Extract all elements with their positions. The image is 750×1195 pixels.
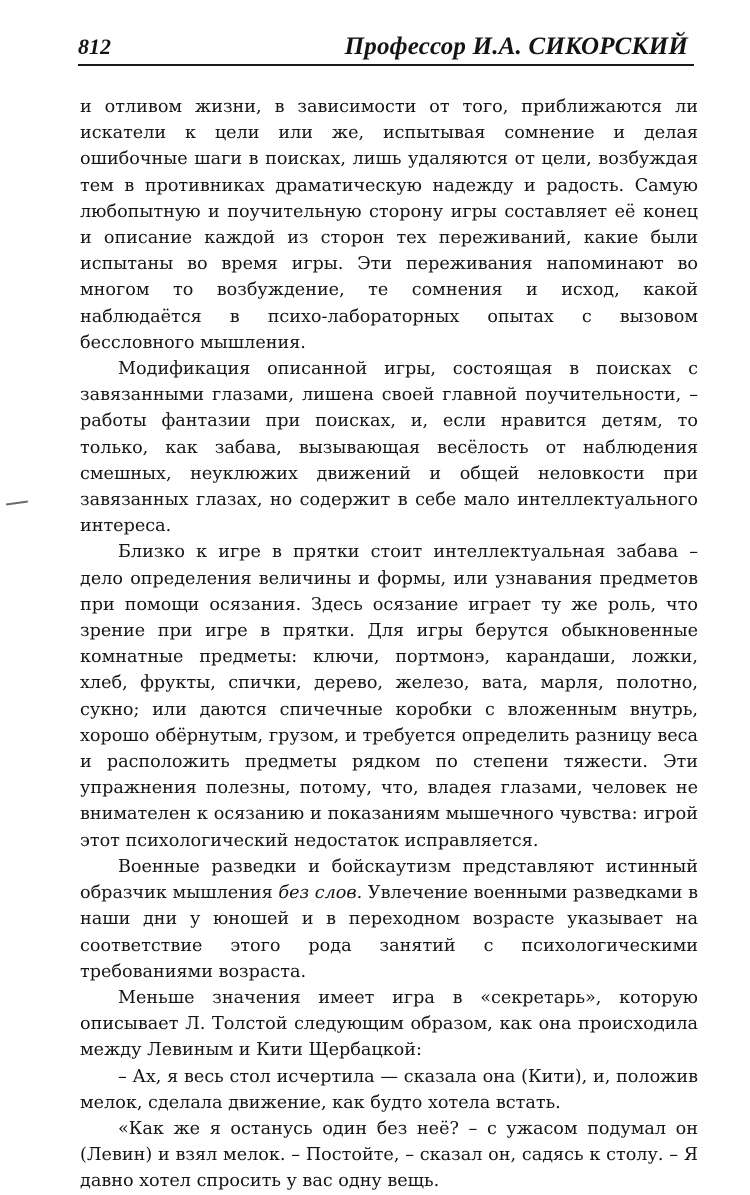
body-text — [80, 94, 698, 1195]
paragraph-1: и отливом жизни, в зависимости от того, приближаются ли искатели к цели или же, испытывая сомнение и делая ошибочные шаги в поисках, лишь удаляются от цели, возбуждая тем в противниках драматическую надежду и радость. Самую любопытную и поучительную сторону игры составляет её конец и описание каждой из сторон тех переживаний, какие были испытаны во время игры. Эти переживания напоминают во многом то возбуждение, те сомнения и исход, какой наблюдаётся в психо-лабораторных опытах с вызовом бессловного мышления. — [80, 97, 698, 353]
page-number: 812 — [78, 34, 111, 59]
emphasis-without-words: без слов. — [278, 883, 363, 904]
margin-pencil-mark — [6, 500, 28, 505]
paragraph-5: Меньше значения имеет игра в «секретарь», которую описывает Л. Толстой следующим образом, как она происходила между Левиным и Кити Щербацкой: — [80, 987, 698, 1061]
paragraph-4-rest: Увлечение военными разведками в наши дни у юношей и в переходном возрасте указывает на соответствие этого рода занятий с психологическими требованиями возраста. — [80, 883, 698, 982]
paragraph-3: Близко к игре в прятки стоит интеллектуальная забава – дело определения величины и формы, или узнавания предметов при помощи осязания. Здесь осязание играет ту же роль, что зрение при игре в прятки. Для игры берутся обыкновенные комнатные предметы: ключи, портмонэ, карандаши, ложки, хлеб, фрукты, спички, дерево, железо, вата, марля, полотно, сукно; или даются спичечные коробки с вложенным внутрь, хорошо обёрнутым, грузом, и требуется определить разницу веса и расположить предметы рядком по степени тяжести. Эти упражнения полезны, потому, что, владея глазами, человек не внимателен к осязанию и показаниям мышечного чувства: игрой этот психологический недостаток исправляется. — [80, 542, 698, 851]
running-head: Профессор И.А. СИКОРСКИЙ — [344, 33, 688, 60]
paragraph-2: Модификация описанной игры, состоящая в поисках с завязанными глазами, лишена своей главной поучительности, – работы фантазии при поисках, и, если нравится детям, то только, как забава, вызывающая весёлость от наблюдения смешных, неуклюжих движений и общей неловкости при завязанных глазах, но содержит в себе мало интеллектуального интереса. — [80, 359, 698, 537]
paragraph-4 — [80, 854, 698, 985]
paragraph-6: – Ах, я весь стол исчертила — сказала она (Кити), и, положив мелок, сделала движение, как будто хотела встать. — [80, 1066, 698, 1113]
paragraph-7: «Как же я останусь один без неё? – с ужасом подумал он (Левин) и взял мелок. – Постойте, – сказал он, садясь к столу. – Я давно хотел спросить у вас одну вещь. — [80, 1118, 698, 1192]
paragraph-4-lead: Военные разведки и бойскаутизм представляют истинный образчик мышления — [80, 856, 698, 904]
page-header — [78, 30, 694, 66]
